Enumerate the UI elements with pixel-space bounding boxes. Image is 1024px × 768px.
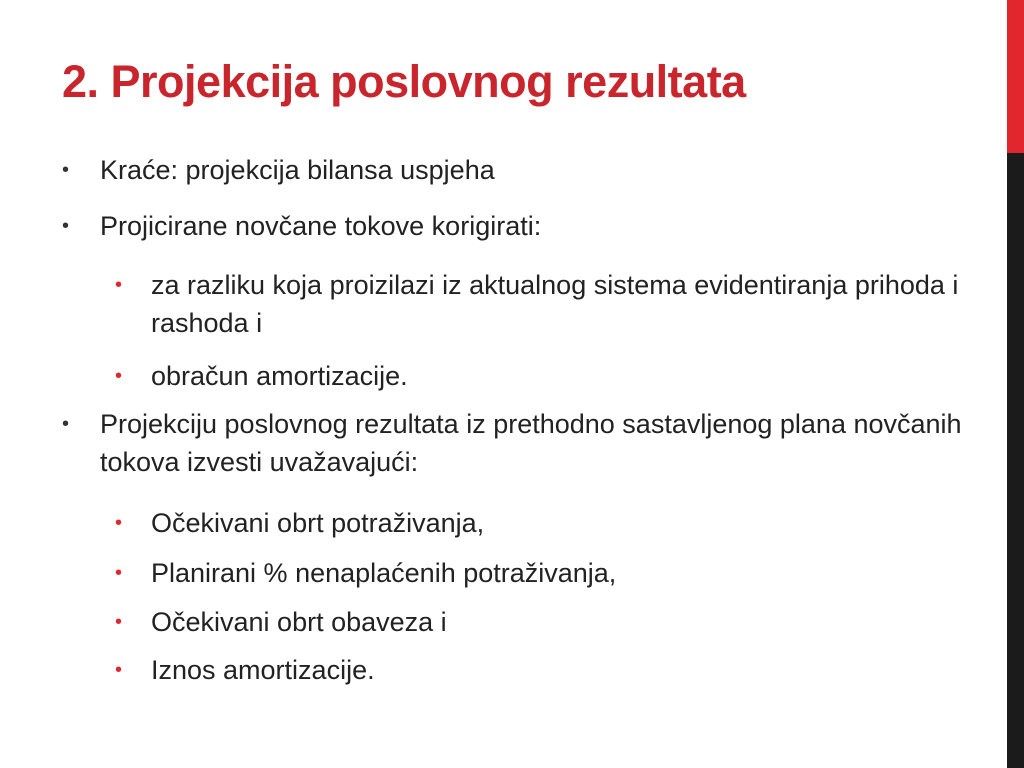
bullet-dot-icon: •: [115, 274, 123, 296]
bullet-item: [62, 405, 980, 481]
slide-title: 2. Projekcija poslovnog rezultata: [62, 56, 746, 107]
sub-bullet-item: [115, 504, 971, 542]
bullet-text: Očekivani obrt potraživanja,: [151, 508, 485, 538]
accent-bar-dark: [1007, 153, 1024, 768]
bullet-text: za razliku koja proizilazi iz aktualnog sistema evidentiranja prihoda i rashoda i: [151, 270, 959, 338]
bullet-item: [62, 151, 980, 189]
bullet-text: Očekivani obrt obaveza i: [151, 607, 447, 637]
bullet-dot-icon: •: [62, 413, 70, 435]
bullet-text: obračun amortizacije.: [151, 361, 408, 391]
bullet-dot-icon: •: [62, 159, 70, 181]
accent-bar-red: [1007, 0, 1024, 153]
bullet-dot-icon: •: [115, 365, 123, 387]
bullet-text: Projicirane novčane tokove korigirati:: [100, 211, 542, 241]
bullet-dot-icon: •: [62, 215, 70, 237]
bullet-dot-icon: •: [115, 611, 123, 633]
sub-bullet-item: [115, 651, 971, 689]
bullet-item: [62, 207, 980, 245]
sub-bullet-item: [115, 603, 971, 641]
bullet-text: Projekciju poslovnog rezultata iz prethodno sastavljenog plana novčanih tokova izvesti uvažavajući:: [100, 409, 962, 477]
bullet-text: Kraće: projekcija bilansa uspjeha: [100, 155, 495, 185]
sub-bullet-item: [115, 266, 971, 342]
bullet-text: Iznos amortizacije.: [151, 655, 375, 685]
bullet-dot-icon: •: [115, 512, 123, 534]
sub-bullet-item: [115, 357, 971, 395]
sub-bullet-item: [115, 554, 971, 592]
bullet-dot-icon: •: [115, 562, 123, 584]
bullet-dot-icon: •: [115, 659, 123, 681]
bullet-text: Planirani % nenaplaćenih potraživanja,: [151, 558, 617, 588]
